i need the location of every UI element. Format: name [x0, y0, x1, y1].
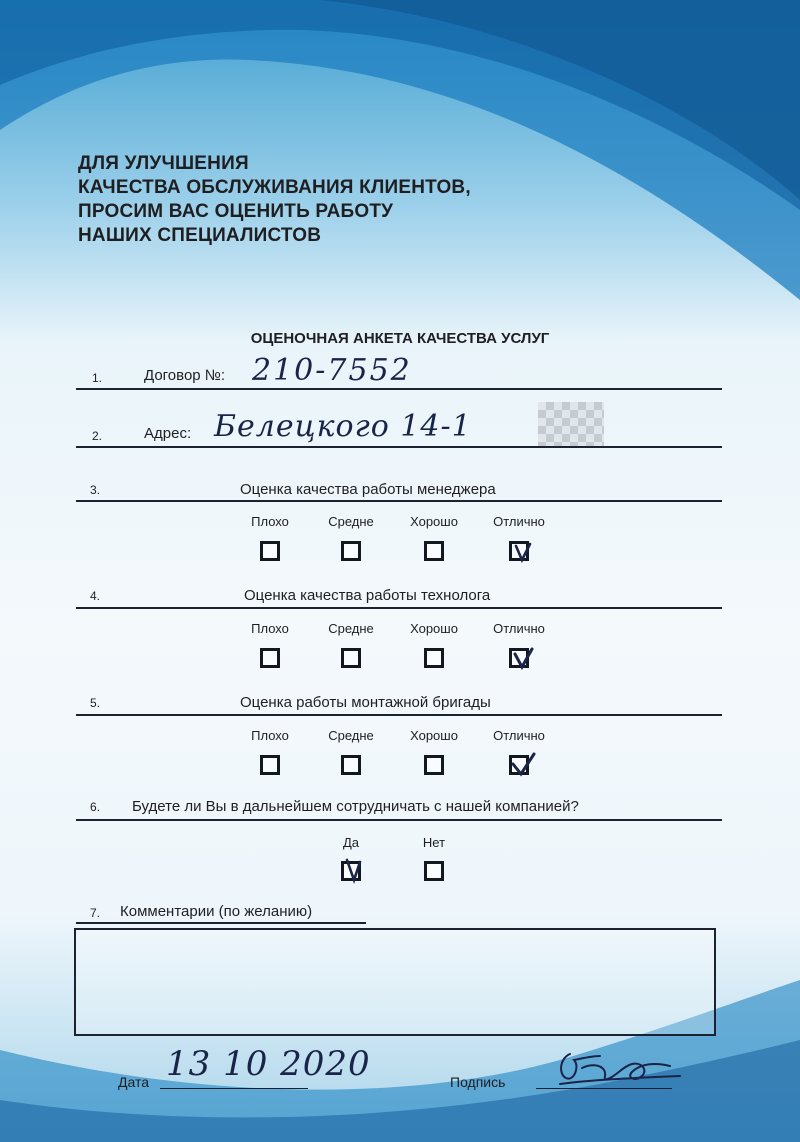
- contract-label: Договор №:: [144, 367, 226, 384]
- handwritten-check-icon: [510, 752, 536, 780]
- checkbox-installation-bad[interactable]: [260, 755, 280, 775]
- option-label-excellent: Отлично: [493, 514, 545, 529]
- question-label-cooperation: Будете ли Вы в дальнейшем сотрудничать с нашей компанией?: [132, 798, 579, 815]
- date-label: Дата: [118, 1074, 150, 1090]
- checkbox-installation-average[interactable]: [341, 755, 361, 775]
- page-heading: [78, 152, 471, 248]
- option-label-good: Хорошо: [410, 621, 458, 636]
- option-label-excellent: Отлично: [493, 621, 545, 636]
- comments-label: Комментарии (по желанию): [120, 903, 313, 920]
- question-label-technologist: Оценка качества работы технолога: [244, 587, 491, 604]
- heading-line: НАШИХ СПЕЦИАЛИСТОВ: [78, 225, 322, 246]
- handwritten-check-icon: [510, 538, 536, 566]
- question-label-installation: Оценка работы монтажной бригады: [240, 694, 491, 711]
- item-number: 6.: [90, 800, 101, 814]
- checkbox-manager-bad[interactable]: [260, 541, 280, 561]
- underline: [76, 446, 722, 448]
- checkbox-cooperation-yes[interactable]: [341, 861, 361, 881]
- checkbox-cooperation-no[interactable]: [424, 861, 444, 881]
- underline: [76, 714, 722, 716]
- signature-image: [530, 1044, 690, 1094]
- comments-field[interactable]: [74, 928, 716, 1036]
- option-label-no: Нет: [422, 835, 446, 850]
- handwritten-check-icon: [510, 645, 536, 673]
- option-label-excellent: Отлично: [493, 728, 545, 743]
- checkbox-technologist-excellent[interactable]: [509, 648, 529, 668]
- underline: [76, 500, 722, 502]
- underline: [536, 1088, 672, 1089]
- option-label-good: Хорошо: [410, 728, 458, 743]
- redacted-area: [538, 402, 604, 446]
- item-number: 7.: [90, 906, 101, 920]
- checkbox-manager-excellent[interactable]: [509, 541, 529, 561]
- checkbox-installation-good[interactable]: [424, 755, 444, 775]
- checkbox-installation-excellent[interactable]: [509, 755, 529, 775]
- option-label-yes: Да: [342, 835, 360, 850]
- item-number: 5.: [90, 696, 101, 710]
- option-label-average: Средне: [328, 621, 374, 636]
- address-field[interactable]: Белецкого 14-1: [214, 409, 472, 444]
- underline: [76, 388, 722, 390]
- checkbox-technologist-good[interactable]: [424, 648, 444, 668]
- handwritten-check-icon: [342, 858, 368, 886]
- question-label-manager: Оценка качества работы менеджера: [240, 481, 496, 498]
- signature-label: Подпись: [450, 1074, 506, 1090]
- underline: [76, 819, 722, 821]
- option-label-bad: Плохо: [251, 514, 289, 529]
- checkbox-manager-good[interactable]: [424, 541, 444, 561]
- checkbox-manager-average[interactable]: [341, 541, 361, 561]
- item-number: 2.: [92, 429, 103, 443]
- date-field[interactable]: 13 10 2020: [166, 1044, 371, 1084]
- heading-line: КАЧЕСТВА ОБСЛУЖИВАНИЯ КЛИЕНТОВ,: [78, 177, 471, 198]
- item-number: 3.: [90, 483, 101, 497]
- option-label-average: Средне: [328, 728, 374, 743]
- checkbox-technologist-bad[interactable]: [260, 648, 280, 668]
- option-label-good: Хорошо: [410, 514, 458, 529]
- checkbox-technologist-average[interactable]: [341, 648, 361, 668]
- contract-number-field[interactable]: 210-7552: [252, 353, 412, 388]
- option-label-bad: Плохо: [251, 728, 289, 743]
- heading-line: ДЛЯ УЛУЧШЕНИЯ: [78, 153, 249, 174]
- underline: [160, 1088, 308, 1089]
- option-label-bad: Плохо: [251, 621, 289, 636]
- underline: [76, 922, 366, 924]
- item-number: 1.: [92, 371, 103, 385]
- underline: [76, 607, 722, 609]
- form-title: ОЦЕНОЧНАЯ АНКЕТА КАЧЕСТВА УСЛУГ: [250, 330, 550, 347]
- option-label-average: Средне: [328, 514, 374, 529]
- item-number: 4.: [90, 589, 101, 603]
- address-label: Адрес:: [144, 425, 192, 442]
- heading-line: ПРОСИМ ВАС ОЦЕНИТЬ РАБОТУ: [78, 201, 394, 222]
